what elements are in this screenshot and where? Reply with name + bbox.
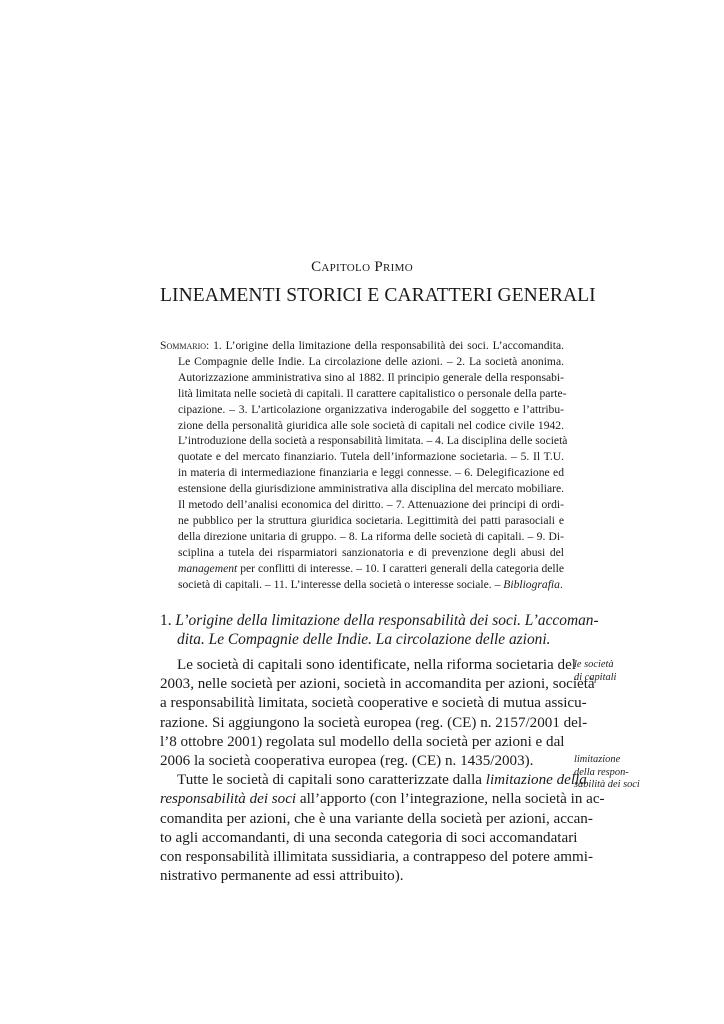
chapter-title: LINEAMENTI STORICI E CARATTERI GENERALI	[160, 285, 596, 306]
body-line: Tutte le società di capitali sono caratterizzate dalla limitazione della	[177, 772, 587, 789]
summary-line: estensione della giurisdizione amministrativa alla disciplina del mercato mobiliare.	[178, 482, 564, 496]
body-line: responsabilità dei soci all’apporto (con l’integrazione, nella società in ac-	[160, 791, 605, 808]
body-line: a responsabilità limitata, società cooperative e società di mutua assicu-	[160, 695, 587, 712]
summary-bibliography: Bibliografia	[503, 577, 560, 591]
margin-note-societa-di-capitali: le società di capitali	[574, 659, 617, 683]
body-line: comandita per azioni, che è una variante della società per azioni, accan-	[160, 810, 593, 827]
section-heading-line: 1. L’origine della limitazione della responsabilità dei soci. L’accoman-	[160, 612, 599, 629]
chapter-summary	[160, 338, 568, 593]
summary-line: zione della personalità giuridica alle sole società di capitali nel codice civile 1942.	[178, 418, 564, 432]
section-number: 1.	[160, 612, 172, 629]
summary-line: L’introduzione della società a responsabilità limitata. – 4. La disciplina delle società	[178, 434, 568, 448]
summary-italic-term: management	[178, 561, 238, 575]
summary-line: in materia di intermediazione finanziaria e leggi connesse. – 6. Delegificazione ed	[178, 466, 564, 480]
body-line: nistrativo permanente ad essi attribuito).	[160, 868, 404, 885]
summary-line: quotate e del mercato finanziario. Tutela dell’informazione societaria. – 5. Il T.U.	[178, 450, 564, 464]
body-line: razione. Si aggiungono la società europea (reg. (CE) n. 2157/2001 del-	[160, 714, 588, 731]
body-line: con responsabilità illimitata sussidiaria, a contrappeso del potere ammi-	[160, 849, 593, 866]
body-text	[160, 656, 605, 886]
summary-line: Le Compagnie delle Indie. La circolazione delle azioni. – 2. La società anonima.	[178, 354, 564, 368]
summary-line: Il metodo dell’analisi economica del diritto. – 7. Attenuazione dei principi di ordi-	[178, 498, 564, 512]
summary-line: management per conflitti di interesse. – 10. I caratteri generali della categoria delle	[178, 561, 564, 575]
margin-note-limitazione-responsabilita: limitazione della respon- sabilità dei soci	[574, 754, 640, 790]
summary-line: lità limitata nelle società di capitali. Il carattere capitalistico o personale della parte-	[178, 386, 567, 400]
body-line: to agli accomandanti, di una seconda categoria di soci accomandatari	[160, 829, 578, 846]
summary-lead: Sommario:	[160, 339, 210, 352]
body-line: 2006 la società cooperativa europea (reg. (CE) n. 1435/2003).	[160, 753, 534, 770]
summary-line: società di capitali. – 11. L’interesse della società o interesse sociale. – Bibliografia.	[178, 577, 563, 591]
body-italic-term: responsabilità dei soci	[160, 791, 297, 808]
section-heading	[160, 611, 599, 649]
summary-line: Autorizzazione amministrativa sino al 1882. Il principio generale della responsabi-	[178, 370, 564, 384]
summary-line: sciplina a tutela dei risparmiatori sanzionatoria e di prevenzione degli abusi del	[178, 545, 564, 559]
body-line: Le società di capitali sono identificate, nella riforma societaria del	[177, 657, 576, 673]
chapter-label: Capitolo Primo	[311, 259, 413, 275]
summary-line: Sommario: 1. L’origine della limitazione della responsabilità dei soci. L’accomandita.	[160, 339, 564, 352]
body-italic-term: limitazione della	[485, 772, 587, 789]
body-line: l’8 ottobre 2001) regolata sul modello della società per azioni e dal	[160, 733, 565, 750]
summary-line: cipazione. – 3. L’articolazione organizzativa inderogabile del soggetto e l’attribu-	[178, 402, 564, 416]
summary-line: della direzione unitaria di gruppo. – 8. La riforma delle società di capitali. – 9. Di-	[178, 529, 564, 543]
section-heading-line: dita. Le Compagnie delle Indie. La circolazione delle azioni.	[177, 631, 551, 648]
body-line: 2003, nelle società per azioni, società in accomandita per azioni, società	[160, 676, 595, 693]
summary-line: ne pubblico per la struttura giuridica societaria. Legittimità dei patti parasociali e	[178, 513, 564, 527]
